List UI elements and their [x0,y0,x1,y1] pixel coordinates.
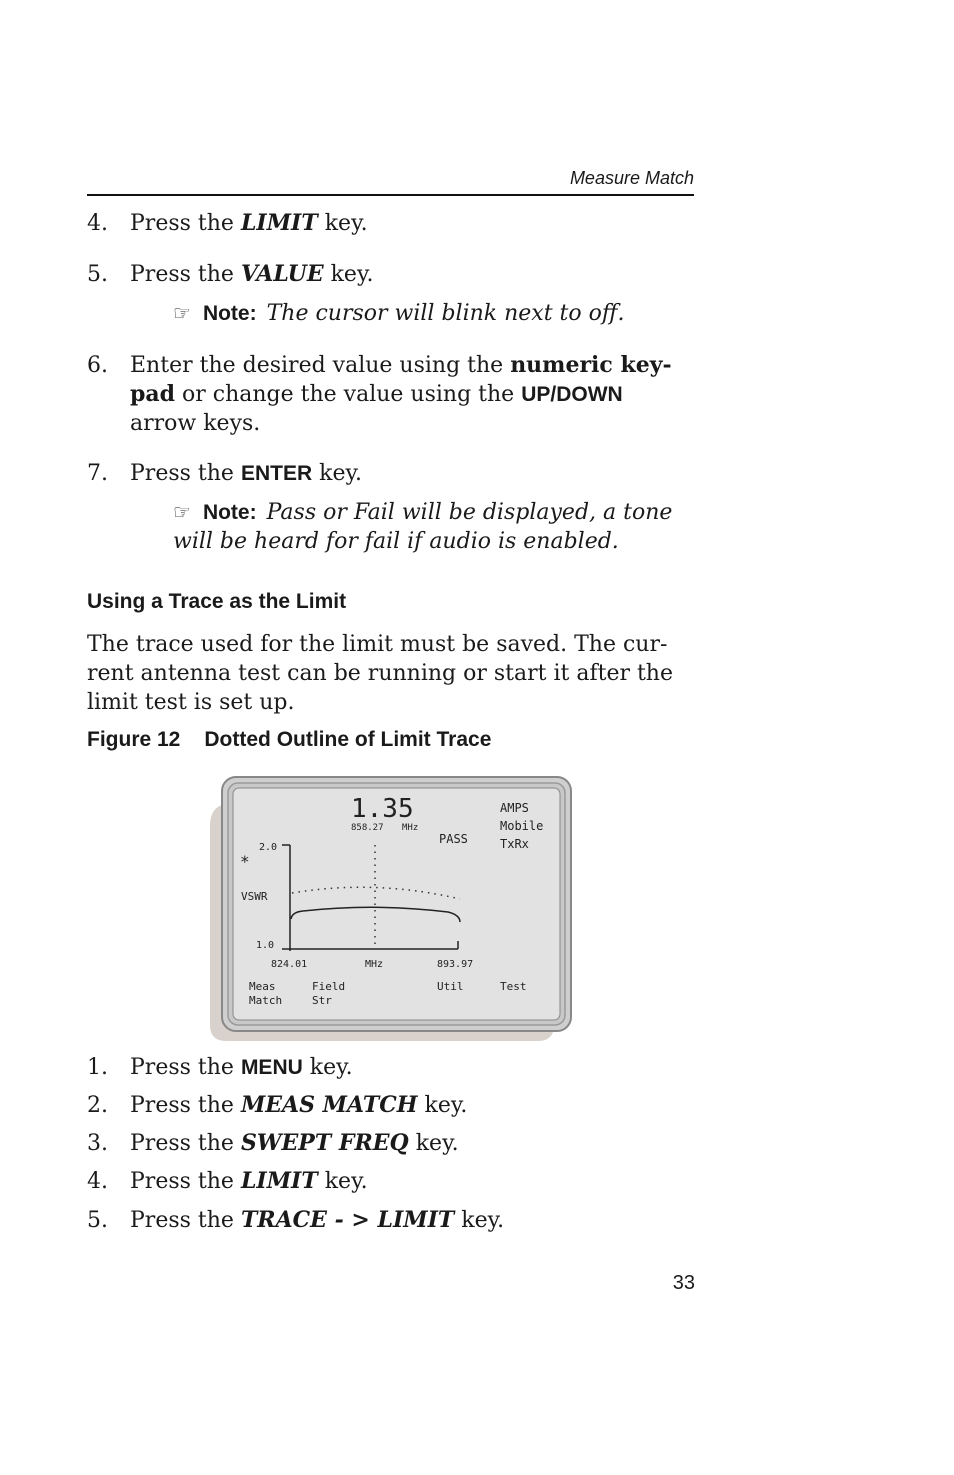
step-7-enter [87,459,697,488]
key-name: ENTER [240,462,313,485]
key-name: MEAS MATCH [240,1092,418,1118]
softkey-label: Meas [249,980,276,993]
step-number: 4. [87,211,108,236]
step-number: 4. [87,1169,108,1194]
step-text: Press the [130,1093,241,1118]
note-cursor [173,299,698,328]
y-axis-label: VSWR [241,890,268,903]
softkey-label: Str [312,994,332,1007]
step-text: Press the [130,211,241,236]
step-text: key. [323,262,374,287]
step-number: 1. [87,1055,108,1080]
softkey-label: Field [312,980,346,993]
step-number: 5. [87,1208,108,1233]
key-name: TRACE - > LIMIT [240,1207,455,1233]
mode-line: Mobile [500,819,544,833]
step-1-menu [87,1053,697,1082]
pointing-hand-icon: ☞ [173,500,191,524]
section-heading: Using a Trace as the Limit [87,590,347,613]
softkey-label: Util [437,980,464,993]
key-name: UP/DOWN [521,383,623,406]
note-pass-fail [173,498,698,556]
step-text: Press the [130,1131,241,1156]
step-text: key. [417,1093,468,1118]
paragraph-line: limit test is set up. [87,690,295,715]
step-text: Press the [130,461,241,486]
key-name: VALUE [240,261,324,287]
step-number: 6. [87,353,108,378]
frequency-reading: 858.27 [351,823,384,833]
step-number: 5. [87,262,108,287]
step-text: arrow keys. [130,411,261,436]
header-title: Measure Match [569,168,694,188]
figure-caption [87,728,491,752]
step-text: key. [317,211,368,236]
pointing-hand-icon: ☞ [173,301,191,325]
note-label: Note: [202,302,257,325]
step-number: 3. [87,1131,108,1156]
step-4-limit [87,209,697,238]
y-axis-bottom-label: 1.0 [256,940,275,951]
step-text: key. [317,1169,368,1194]
paragraph-line: rent antenna test can be running or start it after the [87,661,673,686]
step-text: key. [408,1131,459,1156]
frequency-unit: MHz [402,823,419,833]
note-text: will be heard for fail if audio is enabled. [173,529,619,554]
step-text: key. [302,1055,353,1080]
note-text: The cursor will blink next to off. [266,301,625,326]
step-text: Enter the desired value using the [130,353,511,378]
key-name: numeric key- [510,352,672,378]
section-paragraph [87,630,687,717]
page-number: 33 [672,1272,695,1294]
note-label: Note: [202,501,257,524]
step-4-limit-b [87,1167,697,1196]
paragraph-line: The trace used for the limit must be saved. The cur- [87,632,668,657]
step-text: key. [454,1208,505,1233]
step-text: Press the [130,1169,241,1194]
vswr-reading: 1.35 [351,794,414,824]
step-text: Press the [130,1055,241,1080]
step-number: 2. [87,1093,108,1118]
key-name: LIMIT [240,1168,318,1194]
instrument-screen [208,775,573,1045]
key-name: SWEPT FREQ [240,1130,409,1156]
step-5-value [87,260,697,289]
step-6-enter-value [87,351,697,438]
figure-number: Figure 12 [87,728,181,751]
mode-line: AMPS [500,801,529,815]
key-name: pad [130,381,176,407]
instrument-screen-drawing [208,775,573,1045]
step-text: Press the [130,262,241,287]
note-text: Pass or Fail will be displayed, a tone [266,500,673,525]
y-axis-top-label: 2.0 [259,842,278,853]
step-2-meas-match [87,1091,697,1120]
softkey-label: Match [249,994,283,1007]
figure-title: Dotted Outline of Limit Trace [204,728,492,751]
step-text: key. [312,461,362,486]
key-name: MENU [240,1056,303,1079]
step-text: Press the [130,1208,241,1233]
x-axis-end-label: 893.97 [437,959,474,970]
step-number: 7. [87,461,108,486]
x-axis-unit-label: MHz [365,959,384,970]
pass-status: PASS [439,832,468,846]
mode-line: TxRx [500,837,529,851]
key-name: LIMIT [240,210,318,236]
marker-asterisk: * [240,852,250,871]
step-text: or change the value using the [175,382,522,407]
step-3-swept-freq [87,1129,697,1158]
softkey-label: Test [500,980,527,993]
running-header [87,168,694,196]
step-5-trace-limit [87,1206,697,1235]
x-axis-start-label: 824.01 [271,959,308,970]
